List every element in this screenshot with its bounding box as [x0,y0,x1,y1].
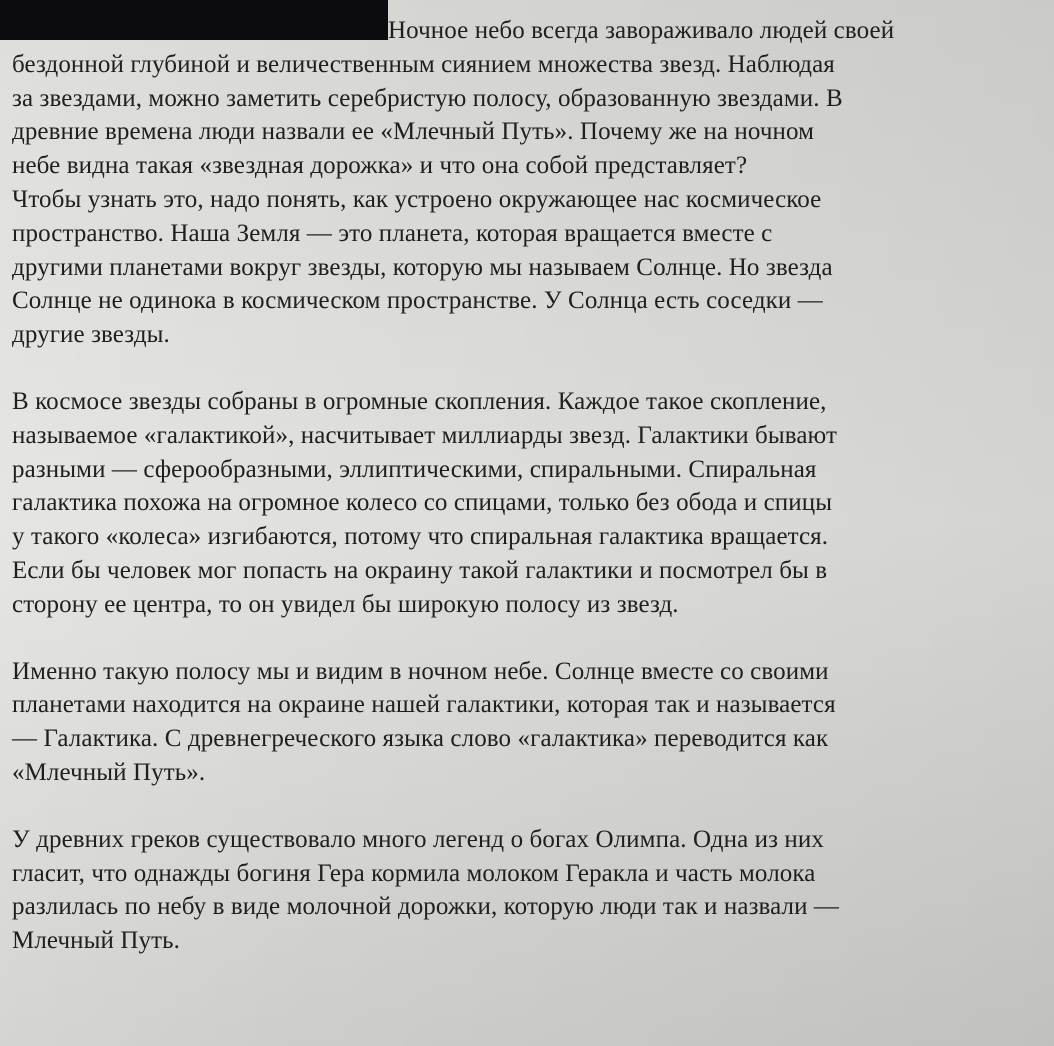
text-line: галактика похожа на огромное колесо со спицами, только без обода и спицы [12,489,833,517]
text-line: бездонной глубиной и величественным сиянием множества звезд. Наблюдая [12,50,835,78]
text-line: разными — сферообразными, эллиптическими, спиральными. Спиральная [12,455,817,483]
text-line: у такого «колеса» изгибаются, потому что спиральная галактика вращается. [12,523,829,551]
text-line: Именно такую полосу мы и видим в ночном небе. Солнце вместе со своими [12,657,829,685]
text-line: Ночное небо всегда завораживало людей своей [388,17,895,44]
paragraph-4 [12,823,1027,958]
text-line: пространство. Наша Земля — это планета, которая вращается вместе с [12,219,773,247]
text-line: за звездами, можно заметить серебристую полосу, образованную звездами. В [12,84,843,112]
text-line: «Млечный Путь». [12,758,206,786]
document-body [12,14,1027,958]
paragraph-3 [12,655,1027,790]
text-line: — Галактика. С древнегреческого языка слово «галактика» переводится как [12,725,829,753]
text-line: У древних греков существовало много легенд о богах Олимпа. Одна из них [12,825,824,853]
text-line: Если бы человек мог попасть на окраину такой галактики и посмотрел бы в [12,556,828,584]
text-line: небе видна такая «звездная дорожка» и что она собой представляет? [12,152,748,180]
text-line: В космосе звезды собраны в огромные скопления. Каждое такое скопление, [12,387,827,415]
text-line: сторону ее центра, то он увидел бы широкую полосу из звезд. [12,590,679,618]
text-line: другими планетами вокруг звезды, которую мы называем Солнце. Но звезда [12,253,833,281]
text-line: древние времена люди назвали ее «Млечный Путь». Почему же на ночном [12,118,815,146]
text-line: Чтобы узнать это, надо понять, как устроено окружающее нас космическое [12,185,822,213]
paragraph-spacer [12,352,1027,385]
paragraph-2 [12,385,1027,622]
paragraph-spacer [12,622,1027,655]
text-line: называемое «галактикой», насчитывает миллиарды звезд. Галактики бывают [12,421,838,449]
text-line: гласит, что однажды богиня Гера кормила молоком Геракла и часть молока [12,859,816,887]
paragraph-spacer [12,790,1027,823]
paragraph-1 [12,14,1027,352]
text-line: другие звезды. [12,321,170,349]
text-line: Млечный Путь. [12,927,180,955]
text-line: планетами находится на окраине нашей галактики, которая так и называется [12,691,836,719]
text-line: Солнце не одинока в космическом пространстве. У Солнца есть соседки — [12,287,823,315]
text-line: разлилась по небу в виде молочной дорожки, которую люди так и назвали — [12,893,840,921]
